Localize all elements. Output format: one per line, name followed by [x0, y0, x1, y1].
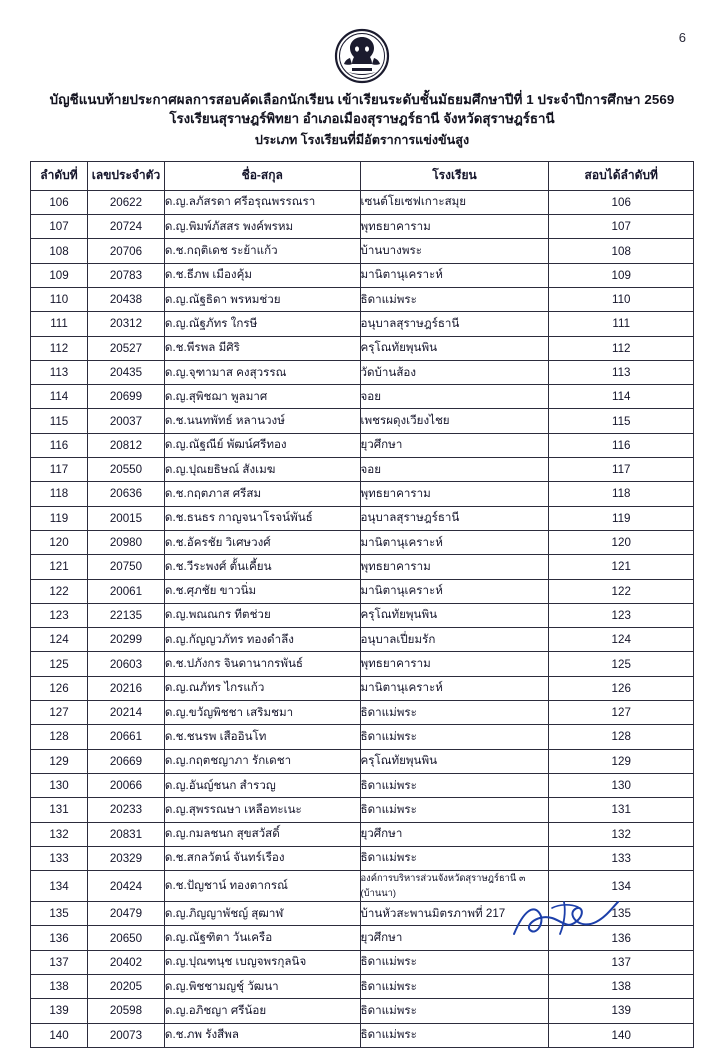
- cell-rank: 116: [549, 433, 694, 457]
- cell-rank: 140: [549, 1023, 694, 1047]
- cell-rank: 126: [549, 676, 694, 700]
- table-row: [31, 360, 694, 384]
- cell-school: พุทธยาคาราม: [360, 555, 549, 579]
- table-row: [31, 458, 694, 482]
- cell-order: 121: [31, 555, 88, 579]
- cell-rank: 139: [549, 999, 694, 1023]
- table-row: [31, 926, 694, 950]
- table-row: [31, 579, 694, 603]
- cell-rank: 135: [549, 902, 694, 926]
- table-row: [31, 385, 694, 409]
- cell-name: ด.ช.ธีภพ เมืองคุ้ม: [164, 263, 360, 287]
- cell-name: ด.ช.อัครชัย วิเศษวงศ์: [164, 530, 360, 554]
- cell-rank: 132: [549, 822, 694, 846]
- cell-student-id: 20750: [88, 555, 165, 579]
- cell-school: ธิดาแม่พระ: [360, 287, 549, 311]
- cell-student-id: 20037: [88, 409, 165, 433]
- cell-name: ด.ญ.ปุณฑนุช เบญจพรกุลนิจ: [164, 950, 360, 974]
- table-row: [31, 999, 694, 1023]
- table-row: [31, 409, 694, 433]
- cell-name: ด.ญ.สุพรรณษา เหลือทะเนะ: [164, 798, 360, 822]
- table-row: [31, 336, 694, 360]
- cell-order: 130: [31, 773, 88, 797]
- cell-rank: 117: [549, 458, 694, 482]
- cell-order: 112: [31, 336, 88, 360]
- cell-student-id: 20479: [88, 902, 165, 926]
- table-row: [31, 628, 694, 652]
- table-row: [31, 1023, 694, 1047]
- cell-student-id: 20669: [88, 749, 165, 773]
- cell-student-id: 20402: [88, 950, 165, 974]
- cell-name: ด.ญ.ณัฐภัทร ใกรษี: [164, 312, 360, 336]
- cell-student-id: 20598: [88, 999, 165, 1023]
- cell-rank: 125: [549, 652, 694, 676]
- cell-name: ด.ญ.กมลชนก สุขสวัสดิ์: [164, 822, 360, 846]
- cell-school: ครุโณทัยพุนพิน: [360, 749, 549, 773]
- table-row: [31, 603, 694, 627]
- cell-order: 127: [31, 701, 88, 725]
- cell-student-id: 22135: [88, 603, 165, 627]
- cell-rank: 130: [549, 773, 694, 797]
- cell-name: ด.ญ.สุพิชฌา พูลมาศ: [164, 385, 360, 409]
- cell-school: ธิดาแม่พระ: [360, 999, 549, 1023]
- cell-rank: 127: [549, 701, 694, 725]
- cell-school: ครุโณทัยพุนพิน: [360, 336, 549, 360]
- cell-name: ด.ช.ธนธร กาญจนาโรจน์พันธ์: [164, 506, 360, 530]
- cell-student-id: 20061: [88, 579, 165, 603]
- table-row: [31, 902, 694, 926]
- table-row: [31, 433, 694, 457]
- cell-student-id: 20622: [88, 190, 165, 214]
- cell-order: 117: [31, 458, 88, 482]
- cell-name: ด.ญ.อันญ์ชนก สำรวญ: [164, 773, 360, 797]
- cell-order: 135: [31, 902, 88, 926]
- column-header-order: ลำดับที่: [31, 161, 88, 190]
- cell-rank: 114: [549, 385, 694, 409]
- cell-rank: 112: [549, 336, 694, 360]
- cell-name: ด.ช.กฤตภาส ศรีสม: [164, 482, 360, 506]
- cell-student-id: 20661: [88, 725, 165, 749]
- table-row: [31, 950, 694, 974]
- cell-order: 106: [31, 190, 88, 214]
- cell-school: ธิดาแม่พระ: [360, 725, 549, 749]
- cell-student-id: 20438: [88, 287, 165, 311]
- cell-order: 119: [31, 506, 88, 530]
- cell-rank: 110: [549, 287, 694, 311]
- cell-rank: 124: [549, 628, 694, 652]
- title-line-2: โรงเรียนสุราษฎร์พิทยา อำเภอเมืองสุราษฎร์ธานี จังหวัดสุราษฎร์ธานี: [169, 111, 555, 127]
- cell-rank: 137: [549, 950, 694, 974]
- cell-school: อนุบาลสุราษฎร์ธานี: [360, 312, 549, 336]
- cell-student-id: 20636: [88, 482, 165, 506]
- table-row: [31, 215, 694, 239]
- cell-student-id: 20831: [88, 822, 165, 846]
- cell-student-id: 20783: [88, 263, 165, 287]
- cell-name: ด.ช.ชนรพ เสืออินโท: [164, 725, 360, 749]
- cell-school: มานิตานุเคราะห์: [360, 530, 549, 554]
- cell-name: ด.ช.พีรพล มีศิริ: [164, 336, 360, 360]
- cell-rank: 136: [549, 926, 694, 950]
- cell-name: ด.ช.ปภังกร จินดานากรพันธ์: [164, 652, 360, 676]
- table-row: [31, 846, 694, 870]
- cell-name: ด.ช.วีระพงศ์ ตั้นเคี้ยน: [164, 555, 360, 579]
- cell-student-id: 20073: [88, 1023, 165, 1047]
- garuda-school-seal-icon: [334, 28, 390, 84]
- cell-school: มานิตานุเคราะห์: [360, 263, 549, 287]
- cell-order: 111: [31, 312, 88, 336]
- cell-rank: 128: [549, 725, 694, 749]
- table-row: [31, 749, 694, 773]
- cell-order: 140: [31, 1023, 88, 1047]
- cell-school: มานิตานุเคราะห์: [360, 579, 549, 603]
- table-row: [31, 974, 694, 998]
- cell-name: ด.ญ.กัญญวภัทร ทองดำลึง: [164, 628, 360, 652]
- cell-order: 118: [31, 482, 88, 506]
- column-header-school: โรงเรียน: [360, 161, 549, 190]
- cell-school: องค์การบริหารส่วนจังหวัดสุราษฎร์ธานี ๓ (บ้านนา): [360, 871, 549, 902]
- cell-order: 114: [31, 385, 88, 409]
- cell-rank: 108: [549, 239, 694, 263]
- cell-name: ด.ช.ภพ รังสีพล: [164, 1023, 360, 1047]
- cell-student-id: 20812: [88, 433, 165, 457]
- cell-name: ด.ญ.พิชชามญชุ์ วัฒนา: [164, 974, 360, 998]
- table-row: [31, 871, 694, 902]
- cell-rank: 133: [549, 846, 694, 870]
- cell-school: จอย: [360, 385, 549, 409]
- cell-order: 133: [31, 846, 88, 870]
- cell-school: จอย: [360, 458, 549, 482]
- cell-rank: 109: [549, 263, 694, 287]
- cell-student-id: 20015: [88, 506, 165, 530]
- cell-order: 122: [31, 579, 88, 603]
- cell-name: ด.ญ.พิมพ์ภัสสร พงค์พรหม: [164, 215, 360, 239]
- title-line-1: บัญชีแนบท้ายประกาศผลการสอบคัดเลือกนักเรียน เข้าเรียนระดับชั้นมัธยมศึกษาปีที่ 1 ประจำปีการศึกษา 2569: [49, 92, 675, 107]
- cell-student-id: 20435: [88, 360, 165, 384]
- table-row: [31, 676, 694, 700]
- cell-student-id: 20699: [88, 385, 165, 409]
- cell-name: ด.ญ.จุฑามาส คงสุวรรณ: [164, 360, 360, 384]
- table-row: [31, 773, 694, 797]
- cell-rank: 134: [549, 871, 694, 902]
- cell-rank: 119: [549, 506, 694, 530]
- cell-rank: 129: [549, 749, 694, 773]
- cell-name: ด.ช.สกลวัตน์ จันทร์เรือง: [164, 846, 360, 870]
- cell-school: เพชรผดุงเวียงไชย: [360, 409, 549, 433]
- cell-name: ด.ญ.พณณกร ทีตช่วย: [164, 603, 360, 627]
- cell-school: พุทธยาคาราม: [360, 215, 549, 239]
- table-header-row: [31, 161, 694, 190]
- cell-name: ด.ช.ปัญชาน์ ทองตากรณ์: [164, 871, 360, 902]
- cell-name: ด.ญ.ภิญญาพัชญ์ สุฒาฬ: [164, 902, 360, 926]
- table-row: [31, 287, 694, 311]
- cell-school: ธิดาแม่พระ: [360, 1023, 549, 1047]
- table-row: [31, 506, 694, 530]
- table-row: [31, 312, 694, 336]
- cell-student-id: 20527: [88, 336, 165, 360]
- cell-rank: 138: [549, 974, 694, 998]
- cell-student-id: 20233: [88, 798, 165, 822]
- cell-school: ยุวศึกษา: [360, 926, 549, 950]
- cell-rank: 123: [549, 603, 694, 627]
- cell-name: ด.ญ.ณัฐฑิตา วันเครือ: [164, 926, 360, 950]
- column-header-student-id: เลขประจำตัว: [88, 161, 165, 190]
- cell-order: 109: [31, 263, 88, 287]
- cell-name: ด.ญ.ณัฐณีย์ พัฒน์ศรีทอง: [164, 433, 360, 457]
- cell-school: บ้านบางพระ: [360, 239, 549, 263]
- cell-order: 136: [31, 926, 88, 950]
- table-row: [31, 725, 694, 749]
- table-row: [31, 652, 694, 676]
- cell-order: 137: [31, 950, 88, 974]
- cell-order: 129: [31, 749, 88, 773]
- cell-name: ด.ช.นนทพัทธ์ หลานวงษ์: [164, 409, 360, 433]
- cell-school: ยุวศึกษา: [360, 822, 549, 846]
- cell-order: 107: [31, 215, 88, 239]
- cell-name: ด.ญ.ปุณยธิษณ์ สังเมฆ: [164, 458, 360, 482]
- cell-order: 125: [31, 652, 88, 676]
- column-header-rank: สอบได้ลำดับที่: [549, 161, 694, 190]
- column-header-name: ชื่อ-สกุล: [164, 161, 360, 190]
- cell-order: 123: [31, 603, 88, 627]
- cell-name: ด.ญ.ขวัญพิชชา เสริมชมา: [164, 701, 360, 725]
- cell-rank: 131: [549, 798, 694, 822]
- cell-order: 138: [31, 974, 88, 998]
- table-row: [31, 482, 694, 506]
- cell-student-id: 20550: [88, 458, 165, 482]
- table-row: [31, 798, 694, 822]
- cell-rank: 106: [549, 190, 694, 214]
- cell-student-id: 20205: [88, 974, 165, 998]
- cell-student-id: 20216: [88, 676, 165, 700]
- cell-student-id: 20214: [88, 701, 165, 725]
- cell-student-id: 20329: [88, 846, 165, 870]
- document-title-block: [30, 90, 694, 149]
- cell-order: 128: [31, 725, 88, 749]
- cell-order: 120: [31, 530, 88, 554]
- cell-student-id: 20650: [88, 926, 165, 950]
- page-number: 6: [678, 30, 686, 45]
- cell-order: 131: [31, 798, 88, 822]
- cell-order: 108: [31, 239, 88, 263]
- cell-name: ด.ญ.อภิชญา ศรีน้อย: [164, 999, 360, 1023]
- cell-order: 139: [31, 999, 88, 1023]
- cell-school: มานิตานุเคราะห์: [360, 676, 549, 700]
- cell-order: 115: [31, 409, 88, 433]
- cell-school: ธิดาแม่พระ: [360, 846, 549, 870]
- cell-rank: 122: [549, 579, 694, 603]
- table-row: [31, 263, 694, 287]
- cell-school: ธิดาแม่พระ: [360, 701, 549, 725]
- cell-name: ด.ญ.ณภัทร ไกรแก้ว: [164, 676, 360, 700]
- table-row: [31, 822, 694, 846]
- cell-school: อนุบาลสุราษฎร์ธานี: [360, 506, 549, 530]
- cell-school: เซนต์โยเซฟเกาะสมุย: [360, 190, 549, 214]
- cell-name: ด.ช.กฤติเดช ระย้าแก้ว: [164, 239, 360, 263]
- cell-school: ธิดาแม่พระ: [360, 773, 549, 797]
- cell-name: ด.ญ.ลภัสรดา ศรีอรุณพรรณรา: [164, 190, 360, 214]
- cell-name: ด.ญ.ณัฐธิดา พรหมช่วย: [164, 287, 360, 311]
- table-row: [31, 701, 694, 725]
- table-row: [31, 555, 694, 579]
- cell-school: ธิดาแม่พระ: [360, 950, 549, 974]
- cell-name: ด.ช.ศุภชัย ขาวนิ่ม: [164, 579, 360, 603]
- cell-name: ด.ญ.กฤตชญาภา รักเดชา: [164, 749, 360, 773]
- cell-rank: 118: [549, 482, 694, 506]
- cell-school: ธิดาแม่พระ: [360, 798, 549, 822]
- cell-school: ยุวศึกษา: [360, 433, 549, 457]
- cell-school: พุทธยาคาราม: [360, 652, 549, 676]
- cell-school: ครุโณทัยพุนพิน: [360, 603, 549, 627]
- cell-student-id: 20603: [88, 652, 165, 676]
- cell-rank: 121: [549, 555, 694, 579]
- cell-order: 110: [31, 287, 88, 311]
- cell-rank: 113: [549, 360, 694, 384]
- cell-student-id: 20424: [88, 871, 165, 902]
- table-row: [31, 530, 694, 554]
- cell-rank: 120: [549, 530, 694, 554]
- cell-order: 134: [31, 871, 88, 902]
- cell-order: 113: [31, 360, 88, 384]
- cell-school: พุทธยาคาราม: [360, 482, 549, 506]
- table-row: [31, 190, 694, 214]
- cell-student-id: 20724: [88, 215, 165, 239]
- cell-rank: 107: [549, 215, 694, 239]
- cell-order: 124: [31, 628, 88, 652]
- cell-school: วัดบ้านส้อง: [360, 360, 549, 384]
- cell-rank: 111: [549, 312, 694, 336]
- cell-student-id: 20706: [88, 239, 165, 263]
- cell-rank: 115: [549, 409, 694, 433]
- cell-order: 132: [31, 822, 88, 846]
- results-table-body: [31, 190, 694, 1047]
- table-row: [31, 239, 694, 263]
- title-line-3: ประเภท โรงเรียนที่มีอัตราการแข่งขันสูง: [254, 132, 470, 147]
- cell-student-id: 20299: [88, 628, 165, 652]
- cell-school: อนุบาลเปี่ยมรัก: [360, 628, 549, 652]
- cell-school: บ้านหัวสะพานมิตรภาพที่ 217: [360, 902, 549, 926]
- cell-student-id: 20980: [88, 530, 165, 554]
- results-table: [30, 161, 694, 1048]
- cell-order: 126: [31, 676, 88, 700]
- seal-container: [30, 28, 694, 84]
- cell-school: ธิดาแม่พระ: [360, 974, 549, 998]
- cell-student-id: 20066: [88, 773, 165, 797]
- cell-student-id: 20312: [88, 312, 165, 336]
- cell-order: 116: [31, 433, 88, 457]
